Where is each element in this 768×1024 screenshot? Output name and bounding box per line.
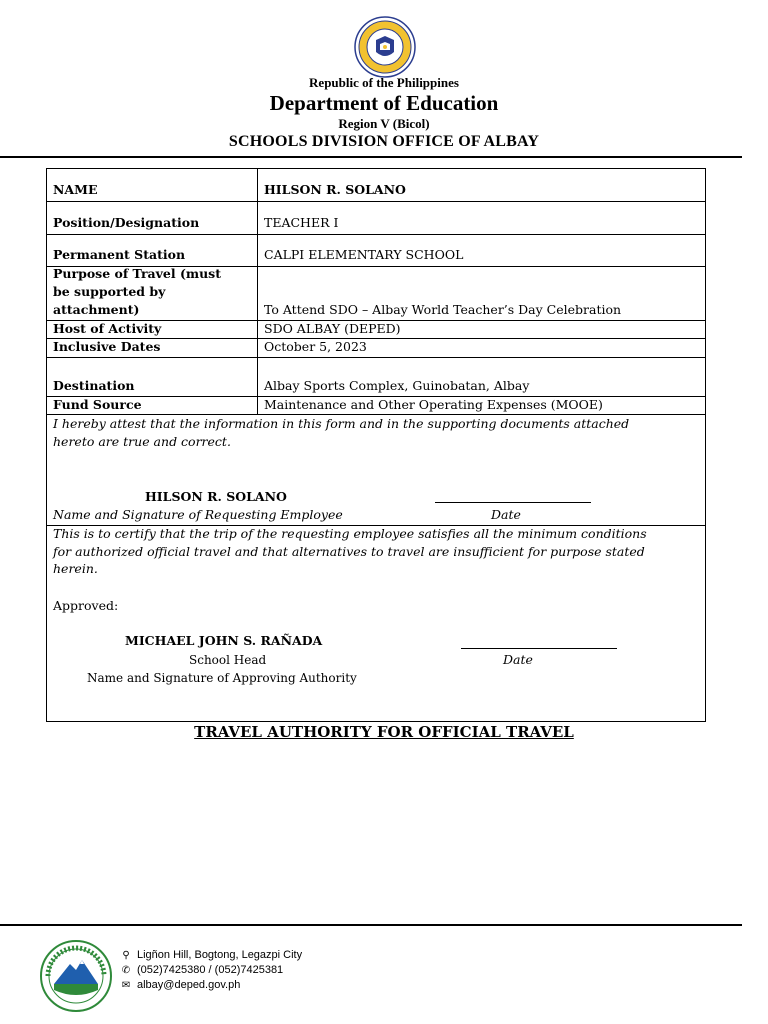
row-divider [47, 234, 705, 235]
host-label: Host of Activity [53, 321, 162, 336]
attest-line-2: hereto are true and correct. [53, 434, 231, 449]
header-divider [0, 156, 742, 158]
approver-caption: Name and Signature of Approving Authority [87, 671, 357, 685]
travel-form-table [46, 168, 706, 722]
location-pin-icon: ⚲ [122, 950, 130, 961]
position-label: Position/Designation [53, 215, 200, 230]
department-heading: Department of Education [269, 91, 499, 115]
employee-date-caption: Date [491, 507, 521, 522]
fund-value: Maintenance and Other Operating Expenses (MOOE) [264, 397, 603, 412]
purpose-value: To Attend SDO – Albay World Teacher’s Day Celebration [264, 302, 622, 317]
approver-title: School Head [189, 653, 267, 667]
station-value: CALPI ELEMENTARY SCHOOL [264, 247, 464, 262]
dates-label: Inclusive Dates [53, 339, 161, 354]
address-text: Ligñon Hill, Bogtong, Legazpi City [137, 949, 303, 961]
division-heading: SCHOOLS DIVISION OFFICE OF ALBAY [228, 133, 540, 150]
employee-signature-caption: Name and Signature of Requesting Employee [53, 507, 343, 522]
division-of-albay-logo [40, 940, 112, 1012]
envelope-icon: ✉ [121, 980, 131, 991]
phone-text: (052)7425380 / (052)7425381 [137, 964, 284, 976]
purpose-label-line-3: attachment) [53, 302, 140, 317]
email-text[interactable]: albay@deped.gov.ph [137, 979, 241, 991]
column-divider [257, 169, 258, 415]
name-value: HILSON R. SOLANO [264, 182, 406, 197]
certify-line-2: for authorized official travel and that alternatives to travel are insufficient for purpose stated [53, 544, 645, 559]
footer-divider [0, 924, 742, 926]
footer-address [120, 948, 302, 963]
approver-name: MICHAEL JOHN S. RAÑADA [125, 633, 323, 648]
destination-value: Albay Sports Complex, Guinobatan, Albay [264, 378, 530, 393]
position-value: TEACHER I [264, 215, 339, 230]
attest-line-1: I hereby attest that the information in this form and in the supporting documents attached [53, 416, 630, 431]
certify-line-3: herein. [53, 561, 98, 576]
approver-date-line [461, 648, 617, 649]
dates-value: October 5, 2023 [264, 339, 367, 354]
fund-label: Fund Source [53, 397, 142, 412]
phone-icon: ✆ [121, 965, 131, 976]
purpose-label-line-2: be supported by [53, 284, 166, 299]
deped-seal-logo [354, 16, 416, 78]
employee-name: HILSON R. SOLANO [145, 489, 287, 504]
row-divider [47, 357, 705, 358]
row-divider [47, 201, 705, 202]
certify-line-1: This is to certify that the trip of the requesting employee satisfies all the minimum conditions [53, 526, 647, 541]
document-title-text: TRAVEL AUTHORITY FOR OFFICIAL TRAVEL [194, 723, 574, 741]
name-label: NAME [53, 182, 98, 197]
region-heading: Region V (Bicol) [338, 116, 430, 131]
destination-label: Destination [53, 378, 135, 393]
footer-email [120, 978, 240, 993]
employee-date-line [435, 502, 591, 503]
approver-date-caption: Date [503, 652, 533, 667]
republic-heading: Republic of the Philippines [309, 75, 459, 90]
host-value: SDO ALBAY (DEPED) [264, 321, 401, 336]
footer-phone [120, 963, 283, 978]
approved-label: Approved: [53, 598, 119, 613]
station-label: Permanent Station [53, 247, 186, 262]
purpose-label-line-1: Purpose of Travel (must [53, 266, 221, 281]
document-title [0, 723, 768, 741]
